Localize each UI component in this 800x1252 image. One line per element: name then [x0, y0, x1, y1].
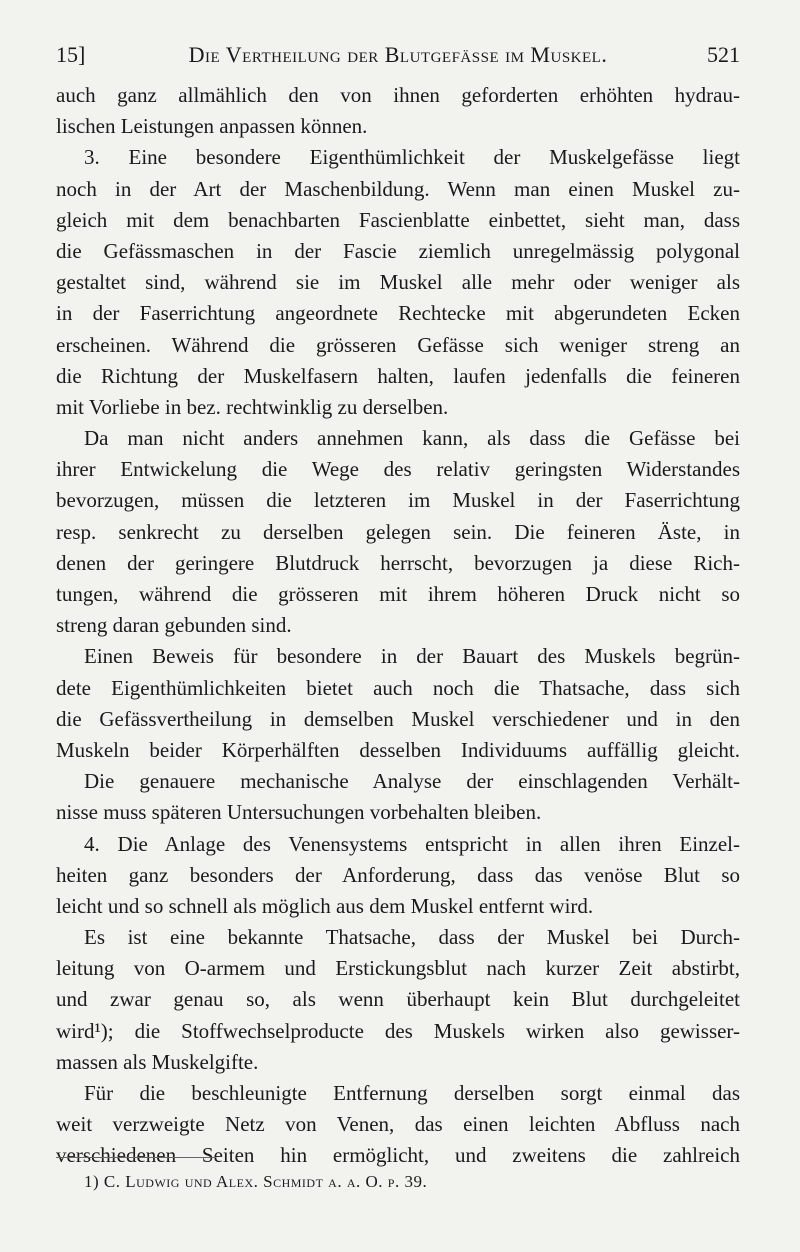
- footnote-rule: [56, 1157, 216, 1158]
- text-line: und zwar genau so, als wenn überhaupt kein Blut durchgeleitet: [56, 987, 740, 1012]
- text-line: noch in der Art der Maschenbildung. Wenn man einen Muskel zu-: [56, 176, 740, 201]
- text-line: in der Faserrichtung angeordnete Rechtecke mit abgerundeten Ecken: [56, 301, 740, 326]
- text-line: heiten ganz besonders der Anforderung, dass das venöse Blut so: [56, 862, 740, 887]
- text-line: gleich mit dem benachbarten Fascienblatte einbettet, sieht man, dass: [56, 207, 740, 232]
- text-line: leicht und so schnell als möglich aus dem Muskel entfernt wird.: [56, 893, 594, 918]
- text-line: ihrer Entwickelung die Wege des relativ geringsten Widerstandes: [56, 457, 740, 482]
- running-head-title: Die Vertheilung der Blutgefässe im Muskel.: [188, 42, 608, 67]
- text-line: die Gefässmaschen in der Fascie ziemlich unregelmässig polygonal: [56, 238, 740, 263]
- text-line: auch ganz allmählich den von ihnen geforderten erhöhten hydrau-: [56, 83, 740, 107]
- text-line: massen als Muskelgifte.: [56, 1049, 259, 1074]
- text-line: lischen Leistungen anpassen können.: [56, 114, 368, 139]
- footnote: [84, 1170, 740, 1194]
- running-head: [56, 40, 740, 70]
- body-text: [56, 80, 740, 1172]
- footnote-marker: 1): [84, 1172, 100, 1191]
- text-line: denen der geringere Blutdruck herrscht, bevorzugen ja diese Rich-: [56, 550, 740, 575]
- text-line: gestaltet sind, während sie im Muskel alle mehr oder weniger als: [56, 270, 740, 295]
- text-line: Einen Beweis für besondere in der Bauart des Muskels begrün-: [84, 644, 740, 669]
- text-line: mit Vorliebe in bez. rechtwinklig zu derselben.: [56, 394, 449, 419]
- text-line: tungen, während die grösseren mit ihrem höheren Druck nicht so: [56, 582, 740, 606]
- text-line: dete Eigenthümlichkeiten bietet auch noch die Thatsache, dass sich: [56, 675, 740, 700]
- text-line: Muskeln beider Körperhälften desselben Individuums auffällig gleicht.: [56, 737, 740, 762]
- text-line: resp. senkrecht zu derselben gelegen sein. Die feineren Äste, in: [56, 519, 740, 544]
- text-line: erscheinen. Während die grösseren Gefässe sich weniger streng an: [56, 332, 740, 357]
- page-number: 521: [707, 42, 740, 67]
- text-line: die Richtung der Muskelfasern halten, laufen jedenfalls die feineren: [56, 363, 740, 388]
- text-line: streng daran gebunden sind.: [56, 613, 292, 638]
- text-line: bevorzugen, müssen die letzteren im Muskel in der Faserrichtung: [56, 488, 740, 513]
- text-line: verschiedenen Seiten hin ermöglicht, und zweitens die zahlreich: [56, 1143, 740, 1168]
- text-line: Da man nicht anders annehmen kann, als dass die Gefässe bei: [84, 426, 740, 451]
- text-line: weit verzweigte Netz von Venen, das einen leichten Abfluss nach: [56, 1112, 740, 1137]
- text-line: Es ist eine bekannte Thatsache, dass der Muskel bei Durch-: [84, 925, 740, 950]
- text-line: nisse muss späteren Untersuchungen vorbehalten bleiben.: [56, 800, 542, 825]
- text-line: Für die beschleunigte Entfernung derselben sorgt einmal das: [84, 1081, 740, 1105]
- section-mark: 15]: [56, 42, 86, 67]
- text-line: 3. Eine besondere Eigenthümlichkeit der Muskelgefässe liegt: [84, 145, 740, 170]
- text-line: Die genauere mechanische Analyse der einschlagenden Verhält-: [84, 769, 740, 794]
- text-line: leitung von O-armem und Erstickungsblut nach kurzer Zeit abstirbt,: [56, 956, 740, 981]
- footnote-text: C. Ludwig und Alex. Schmidt a. a. O. p. 39.: [103, 1172, 428, 1191]
- text-line: die Gefässvertheilung in demselben Muskel verschiedener und in den: [56, 706, 740, 731]
- text-line: 4. Die Anlage des Venensystems entspricht in allen ihren Einzel-: [84, 831, 740, 856]
- text-line: wird¹); die Stoffwechselproducte des Muskels wirken also gewisser-: [56, 1018, 740, 1043]
